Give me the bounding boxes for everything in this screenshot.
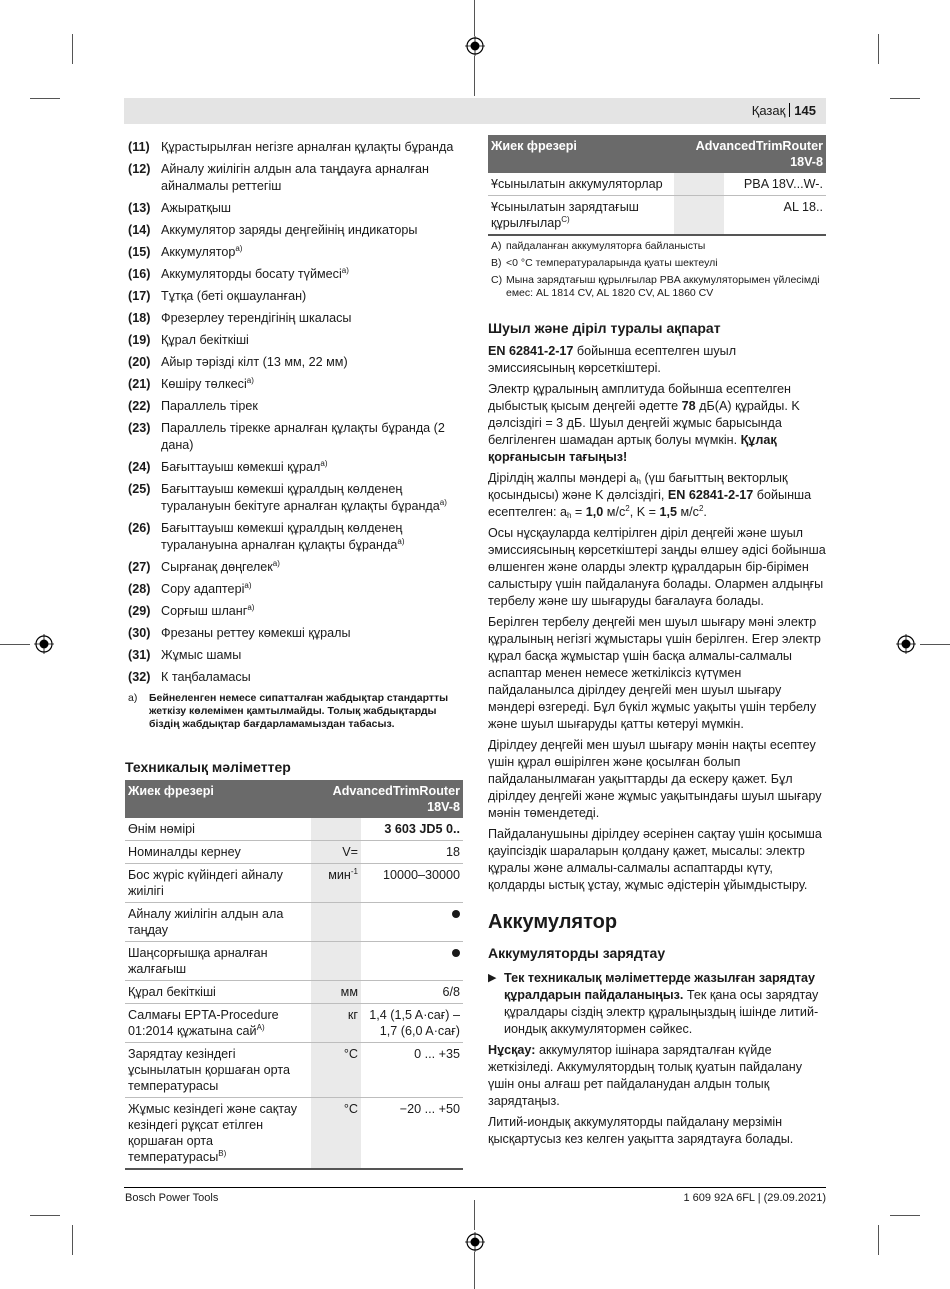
tech-footnote: C) Мына зарядтағыш құрылғылар PBA аккумуляторымен үйлесімді емес: AL 1814 CV, AL 1820 CV, AL 1860 CV: [491, 274, 820, 299]
list-item: [125, 244, 463, 261]
part-label: Бағыттауыш көмекші құралдың көлденең туралануына арналған құлақты бұранда: [161, 521, 403, 552]
list-item: [125, 139, 463, 156]
part-number: (28): [128, 582, 151, 596]
part-number: (12): [128, 162, 151, 176]
table-row: [125, 841, 463, 864]
spec-value: 3 603 JD5 0..: [361, 818, 463, 841]
spec-value: 0 ... +35: [361, 1043, 463, 1098]
part-footnote-ref: a): [341, 266, 349, 275]
part-number: (23): [128, 421, 151, 435]
registration-mark-icon: [465, 36, 485, 56]
noise-heading: Шуыл және діріл туралы ақпарат: [488, 320, 721, 336]
tech-header-model: AdvancedTrimRouter 18V-8: [674, 135, 826, 173]
spec-unit: [674, 173, 724, 196]
tech-table-header: [125, 780, 463, 818]
spec-unit: [674, 196, 724, 236]
noise-paragraph: Осы нұсқауларда келтірілген діріл деңгейі және шуыл эмиссиясының көрсеткіштері заңды өлшеу әдісі бойынша өлшенген және оларды электр құралдарын бір-бірімен салыстыру үшін пайдалануға болады. Олармен алдыңғы тербелу және шу шығаруды бағалауға болады.: [488, 526, 826, 608]
list-item: [125, 481, 463, 515]
part-label: Көшіру төлкесі: [161, 377, 247, 391]
spec-label: Жұмыс кезіндегі және сақтау кезіндегі рұқсат етілген қоршаған орта температурасы$^{B)}$: [125, 1098, 311, 1170]
part-footnote-ref: a): [320, 459, 328, 468]
spec-unit: V=: [311, 841, 361, 864]
spec-label: Бос жүріс күйіндегі айналу жиілігі: [125, 864, 311, 903]
part-label: Аккумулятор заряды деңгейінің индикаторы: [161, 223, 418, 237]
part-number: (17): [128, 289, 151, 303]
crop-mark: [474, 56, 475, 96]
crop-mark: [878, 1225, 879, 1255]
part-label: Параллель тірекке арналған құлақты бұранда (2 дана): [161, 421, 445, 452]
battery-charging-heading: Аккумуляторды зарядтау: [488, 945, 666, 961]
spec-value: 18: [361, 841, 463, 864]
battery-note: Нұсқау: аккумулятор ішінара зарядталған күйде жеткізіледі. Аккумулятордың толық қуатын пайдалану үшін оны алғаш рет пайдаланудан алдын толық зарядтаңыз.: [488, 1043, 803, 1108]
crop-mark: [890, 98, 920, 99]
spec-label: Номиналды кернеу: [125, 841, 311, 864]
crop-mark: [890, 1215, 920, 1216]
crop-mark: [474, 0, 475, 36]
part-footnote-ref: a): [439, 498, 447, 507]
spec-unit: [311, 903, 361, 942]
part-label: Аккумулятор: [161, 245, 236, 259]
part-number: (32): [128, 670, 151, 684]
list-item: [125, 647, 463, 664]
part-number: (26): [128, 521, 151, 535]
part-number: (16): [128, 267, 151, 281]
tech-data-table-continued: [488, 135, 826, 236]
part-label: Сырғанақ дөңгелек: [161, 560, 273, 574]
registration-mark-icon: [896, 634, 916, 654]
left-column: [125, 139, 463, 1170]
part-label: Айналу жиілігін алдын ала таңдауға арналған айналмалы реттегіш: [161, 162, 429, 193]
tech-footnotes: [488, 240, 826, 300]
header-section: Қазақ: [751, 103, 786, 118]
list-item: [125, 288, 463, 305]
arrow-bullet-icon: ▶: [488, 972, 497, 984]
part-number: (24): [128, 460, 151, 474]
table-row: [125, 1004, 463, 1043]
crop-mark: [30, 98, 60, 99]
part-footnote-ref: a): [246, 376, 254, 385]
part-footnote-ref: a): [244, 581, 252, 590]
table-row: [488, 196, 826, 236]
battery-instruction: ▶ Тек техникалық мәліметтерде жазылған зарядтау құралдарын пайдаланыңыз. Тек қана осы зарядтау құралдары сіздің электр құралыңыздың ішінде литий-иондық аккумулятормен сәйкес.: [488, 971, 819, 1036]
table-row: [125, 818, 463, 841]
part-number: (22): [128, 399, 151, 413]
spec-value: [361, 903, 463, 942]
spec-label: Зарядтау кезіндегі ұсынылатын қоршаған орта температурасы: [125, 1043, 311, 1098]
noise-paragraph: EN 62841-2-17 бойынша есептелген шуыл эмиссиясының көрсеткіштері.: [488, 344, 737, 375]
spec-unit: мм: [311, 981, 361, 1004]
parts-footnote: a) Бейнеленген немесе сипатталған жабдықтар стандартты жеткізу көлемімен қамтылмайды. Толық жабдықтарды біздің жабдықтар бағдарламамыздан табасыз.: [128, 692, 449, 730]
spec-label: Құрал бекіткіші: [125, 981, 311, 1004]
crop-mark: [474, 1252, 475, 1289]
part-number: (18): [128, 311, 151, 325]
spec-value: PBA 18V...W-.: [724, 173, 826, 196]
part-number: (15): [128, 245, 151, 259]
table-row: [125, 864, 463, 903]
spec-value: 1,4 (1,5 A·сағ) – 1,7 (6,0 A·сағ): [361, 1004, 463, 1043]
page-header: [124, 98, 826, 124]
spec-label: Ұсынылатын зарядтағыш құрылғылар$^{C)}$: [488, 196, 674, 236]
part-number: (29): [128, 604, 151, 618]
crop-mark: [474, 1200, 475, 1230]
crop-mark: [0, 644, 30, 645]
spec-value: [361, 942, 463, 981]
tech-header-label: Жиек фрезері: [125, 780, 311, 818]
spec-unit: [311, 818, 361, 841]
part-label: Ажыратқыш: [161, 201, 232, 215]
table-row: [125, 1043, 463, 1098]
battery-paragraph: Литий-иондық аккумуляторды пайдалану мерзімін қысқартусыз кез келген уақытта зарядтауға болады.: [488, 1115, 794, 1146]
part-number: (13): [128, 201, 151, 215]
list-item: [125, 222, 463, 239]
spec-footnote-ref: C): [561, 215, 570, 224]
parts-list: [125, 139, 463, 686]
part-number: (14): [128, 223, 151, 237]
part-label: Тұтқа (беті оқшауланған): [161, 289, 307, 303]
spec-label: Салмағы EPTA-Procedure 01:2014 құжатына сай$^{A)}$: [125, 1004, 311, 1043]
part-footnote-ref: a): [272, 559, 280, 568]
list-item: [125, 332, 463, 349]
part-label: Параллель тірек: [161, 399, 258, 413]
crop-mark: [72, 1225, 73, 1255]
part-label: Аккумуляторды босату түймесі: [161, 267, 342, 281]
tech-header-model: AdvancedTrimRouter 18V-8: [311, 780, 463, 818]
list-item: [125, 581, 463, 598]
table-row: [125, 942, 463, 981]
part-number: (21): [128, 377, 151, 391]
noise-paragraph: Берілген тербелу деңгейі мен шуыл шығару мәні электр құралының негізгі жұмыстары үшін берілген. Егер электр құрал басқа жұмыстар үшін басқа алмалы-салмалы аспаптар менен немесе жеткіліксіз күтүмен пайдаланылса дірілдеу деңгейі мен шуыл шығару мәндері өзгереді. Бұл бүкіл жұмыс уақыты үшін тербелу және шуыл шығаруды қатты көтеруі мүмкін.: [488, 615, 821, 731]
spec-value: 10000–30000: [361, 864, 463, 903]
spec-unit: кг: [311, 1004, 361, 1043]
part-label: Бағыттауыш көмекші құрал: [161, 460, 321, 474]
crop-mark: [30, 1215, 60, 1216]
part-label: К таңбаламасы: [161, 670, 251, 684]
footer-rule: [124, 1187, 826, 1188]
part-label: Сорғыш шланг: [161, 604, 248, 618]
part-number: (31): [128, 648, 151, 662]
spec-label: Айналу жиілігін алдын ала таңдау: [125, 903, 311, 942]
part-number: (27): [128, 560, 151, 574]
part-label: Бағыттауыш көмекші құралдың көлденең туралануын бекітуге арналған құлақты бұранда: [161, 482, 440, 513]
registration-mark-icon: [465, 1232, 485, 1252]
footer-brand: Bosch Power Tools: [125, 1192, 219, 1204]
list-item: [125, 420, 463, 454]
part-number: (11): [128, 140, 150, 154]
spec-label: Ұсынылатын аккумуляторлар: [488, 173, 674, 196]
part-footnote-ref: a): [397, 537, 405, 546]
part-label: Айыр тәрізді кілт (13 мм, 22 мм): [161, 355, 348, 369]
spec-unit: [311, 942, 361, 981]
part-label: Жұмыс шамы: [161, 648, 242, 662]
list-item: [125, 669, 463, 686]
list-item: [125, 200, 463, 217]
footer-docnumber: 1 609 92A 6FL | (29.09.2021): [683, 1192, 826, 1204]
part-label: Фрезаны реттеу көмекші құралы: [161, 626, 351, 640]
noise-paragraph: Электр құралының амплитуда бойынша есептелген дыбыстық қысым деңгейі әдетте 78 дБ(A) құрайды. K дәлсіздігі = 3 дБ. Шуыл деңгейі жұмыс барысында белгіленген шамадан артық болуы мүмкін. Құлақ қорғанысын тағыңыз!: [488, 382, 800, 464]
tech-footnote: B) <0 °C температураларында қуаты шектеулі: [491, 257, 718, 269]
tech-header-label: Жиек фрезері: [488, 135, 674, 173]
part-label: Фрезерлеу терендігінің шкаласы: [161, 311, 352, 325]
tech-table-header: [488, 135, 826, 173]
table-row: [125, 981, 463, 1004]
bullet-dot-icon: [452, 949, 460, 957]
spec-value: AL 18..: [724, 196, 826, 236]
table-row: [488, 173, 826, 196]
tech-footnote: A) пайдаланған аккумуляторға байланысты: [491, 240, 706, 252]
list-item: [125, 161, 463, 195]
bullet-dot-icon: [452, 910, 460, 918]
tech-data-heading: Техникалық мәліметтер: [125, 759, 291, 775]
spec-footnote-ref: A): [256, 1023, 265, 1032]
spec-label: Өнім нөмірі: [125, 818, 311, 841]
spec-unit: мин$^{-1}$: [311, 864, 361, 903]
crop-mark: [72, 34, 73, 64]
list-item: [125, 310, 463, 327]
list-item: [125, 266, 463, 283]
crop-mark: [920, 644, 950, 645]
tech-data-table: [125, 780, 463, 1170]
part-footnote-ref: a): [235, 244, 243, 253]
battery-heading: Аккумулятор: [488, 911, 618, 933]
crop-mark: [878, 34, 879, 64]
part-number: (25): [128, 482, 151, 496]
vibration-paragraph: Дірілдің жалпы мәндері $a_h$ (үш бағыттың векторлық қосындысы) және K дәлсіздігі, EN 62841-2-17 бойынша есептелген: $a_h = 1,0$ $м/с^2$, K = 1,5 $м/с^2$.: [488, 471, 812, 520]
list-item: [125, 354, 463, 371]
spec-unit: °C: [311, 1098, 361, 1170]
list-item: [125, 376, 463, 393]
list-item: [125, 625, 463, 642]
page-number: 145: [794, 103, 816, 118]
list-item: [125, 459, 463, 476]
noise-paragraph: Дірілдеу деңгейі мен шуыл шығару мәнін нақты есептеу үшін құрал өшірілген және қосылған болып пайдаланылмаған уақыттарды да ескеру қажет. Бұл дірілдеу деңгейі және жұмыс уақытындағы шуыл шығару мәнін төмендетеді.: [488, 738, 822, 820]
part-footnote-ref: a): [247, 603, 255, 612]
part-label: Сору адаптері: [161, 582, 245, 596]
table-row: [125, 903, 463, 942]
right-column: [488, 135, 826, 1152]
part-number: (19): [128, 333, 151, 347]
spec-value: −20 ... +50: [361, 1098, 463, 1170]
part-label: Құрал бекіткіші: [161, 333, 249, 347]
part-number: (20): [128, 355, 151, 369]
part-label: Құрастырылған негізге арналған құлақты бұранда: [161, 140, 454, 154]
noise-paragraph: Пайдаланушыны дірілдеу әсерінен сақтау үшін қосымша қауіпсіздік шараларын қолдану қажет, мысалы: электр құралы және алмалы-салмалы аспаптарды күту, қолдарды ыстық ұстау, жұмыс әдістерін ұйымдыстыру.: [488, 827, 822, 892]
list-item: [125, 398, 463, 415]
spec-unit: °C: [311, 1043, 361, 1098]
table-row: [125, 1098, 463, 1170]
list-item: [125, 603, 463, 620]
part-number: (30): [128, 626, 151, 640]
spec-value: 6/8: [361, 981, 463, 1004]
spec-label: Шаңсорғышқа арналған жалғағыш: [125, 942, 311, 981]
list-item: [125, 520, 463, 554]
list-item: [125, 559, 463, 576]
spec-footnote-ref: B): [218, 1149, 227, 1158]
registration-mark-icon: [34, 634, 54, 654]
